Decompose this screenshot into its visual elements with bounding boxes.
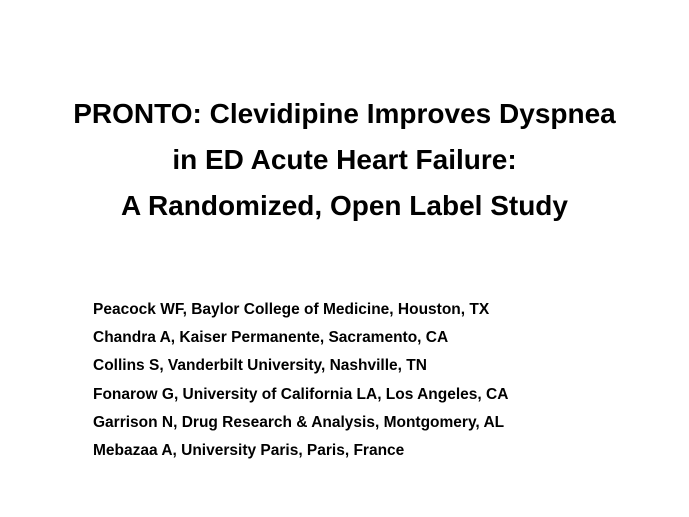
author-item: Chandra A, Kaiser Permanente, Sacramento, CA — [93, 329, 449, 347]
slide-title — [0, 91, 689, 229]
author-list — [93, 296, 653, 465]
author-item: Peacock WF, Baylor College of Medicine, Houston, TX — [93, 301, 490, 318]
author-item: Collins S, Vanderbilt University, Nashville, TN — [93, 357, 427, 375]
title-line: in ED Acute Heart Failure: — [172, 144, 517, 175]
author-item: Garrison N, Drug Research & Analysis, Montgomery, AL — [93, 413, 505, 431]
author-item: Fonarow G, University of California LA, Los Angeles, CA — [93, 385, 509, 403]
title-line: PRONTO: Clevidipine Improves Dyspnea — [73, 98, 616, 129]
title-line: A Randomized, Open Label Study — [120, 190, 568, 221]
author-item: Mebazaa A, University Paris, Paris, France — [93, 442, 405, 460]
